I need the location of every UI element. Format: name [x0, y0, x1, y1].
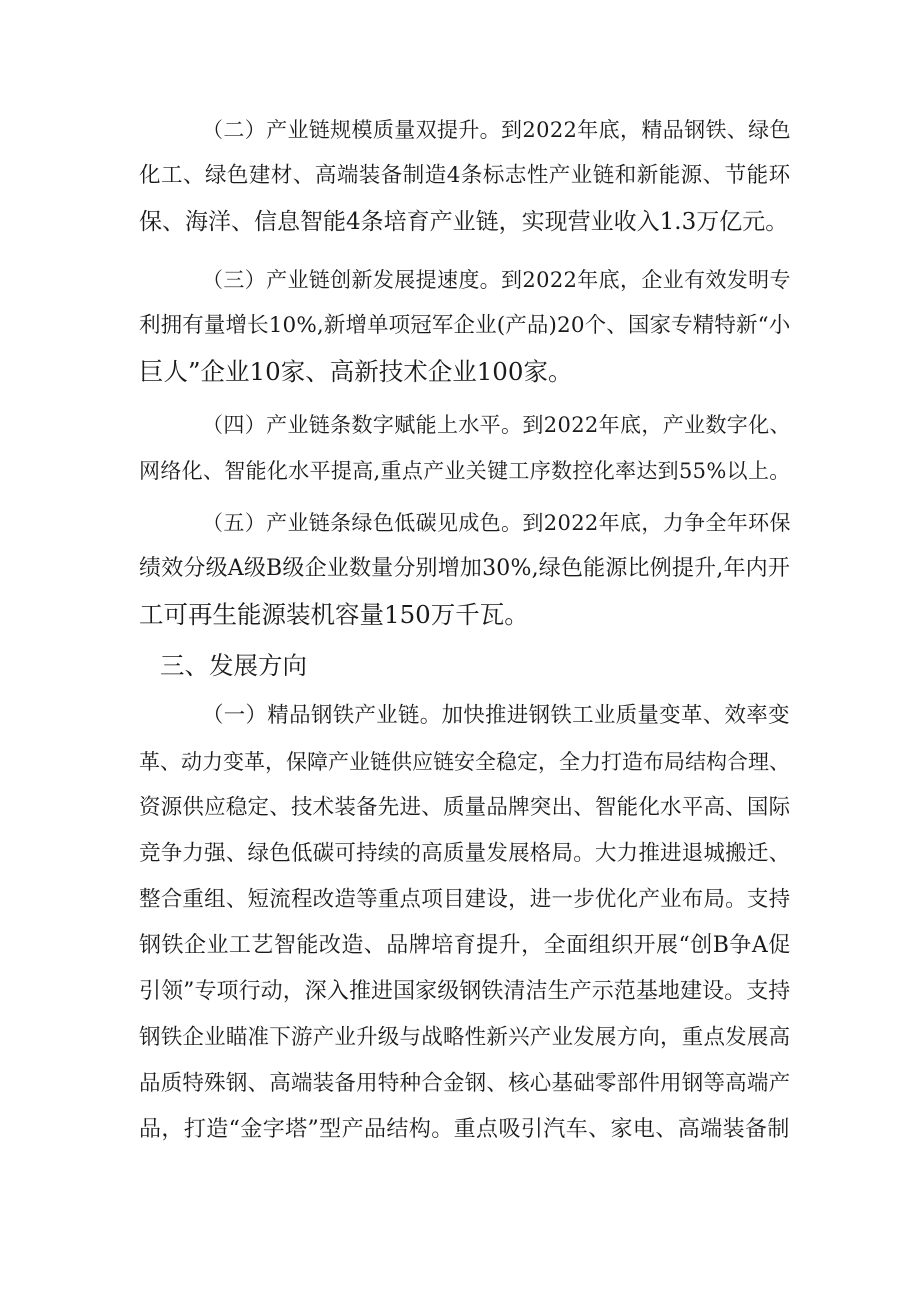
text-line-10: 绩效分级A级B级企业数量分别增加30%,绿色能源比例提升,年内开	[139, 556, 791, 581]
text-line-15: 资源供应稳定、技术装备先进、质量品牌突出、智能化水平高、国际	[139, 795, 791, 820]
paragraph-line	[0, 107, 920, 153]
paragraph-line	[0, 739, 920, 785]
text-line-4: （三）产业链创新发展提速度。到2022年底，企业有效发明专	[202, 268, 791, 292]
paragraph-line	[0, 257, 920, 303]
text-line-1: （二）产业链规模质量双提升。到2022年底，精品钢铁、绿色	[202, 118, 791, 142]
text-line-9: （五）产业链条绿色低碳见成色。到2022年底，力争全年环保	[202, 511, 791, 535]
text-line-7: （四）产业链条数字赋能上水平。到2022年底，产业数字化、	[202, 413, 791, 437]
paragraph-line	[0, 448, 920, 494]
paragraph-line	[0, 1107, 920, 1153]
paragraph-line	[0, 785, 920, 831]
text-line-14: 革、动力变革，保障产业链供应链安全稳定，全力打造布局结构合理、	[139, 750, 790, 774]
paragraph-line	[0, 546, 920, 592]
text-line-21: 品质特殊钢、高端装备用特种合金钢、核心基础零部件用钢等高端产	[139, 1071, 791, 1096]
text-line-11: 工可再生能源装机容量150万千瓦。	[139, 600, 529, 629]
paragraph-line	[0, 969, 920, 1015]
text-line-19: 引领”专项行动，深入推进国家级钢铁清洁生产示范基地建设。支持	[139, 979, 791, 1004]
text-line-16: 竞争力强、绿色低碳可持续的高质量发展格局。大力推进退城搬迁、	[139, 841, 791, 866]
section-heading-text: 三、发展方向	[160, 651, 307, 680]
paragraph-line	[0, 923, 920, 969]
paragraph-line	[0, 199, 920, 245]
paragraph-line	[0, 831, 920, 877]
paragraph-line	[0, 877, 920, 923]
text-line-20: 钢铁企业瞄准下游产业升级与战略性新兴产业发展方向，重点发展高	[139, 1025, 791, 1050]
paragraph-line	[0, 303, 920, 349]
text-line-22: 品，打造“金字塔”型产品结构。重点吸引汽车、家电、高端装备制	[139, 1117, 790, 1142]
paragraph-line	[0, 1061, 920, 1107]
paragraph-line	[0, 592, 920, 638]
text-line-18: 钢铁企业工艺智能改造、品牌培育提升，全面组织开展“创B争A促	[139, 933, 791, 958]
paragraph-line	[0, 693, 920, 739]
text-line-17: 整合重组、短流程改造等重点项目建设，进一步优化产业布局。支持	[139, 887, 791, 912]
text-line-5: 利拥有量增长10%,新增单项冠军企业(产品)20个、国家专精特新“小	[139, 313, 791, 338]
text-line-8: 网络化、智能化水平提高,重点产业关键工序数控化率达到55%以上。	[139, 459, 791, 483]
paragraph-line	[0, 1015, 920, 1061]
text-line-13: （一）精品钢铁产业链。加快推进钢铁工业质量变革、效率变	[202, 703, 790, 728]
paragraph-line	[0, 402, 920, 448]
section-heading	[0, 643, 920, 689]
text-line-2: 化工、绿色建材、高端装备制造4条标志性产业链和新能源、节能环	[139, 163, 791, 188]
paragraph-line	[0, 153, 920, 199]
text-line-3: 保、海洋、信息智能4条培育产业链，实现营业收入1.3万亿元。	[139, 209, 789, 235]
paragraph-line	[0, 500, 920, 546]
text-line-6: 巨人”企业10家、高新技术企业100家。	[139, 357, 573, 386]
paragraph-line	[0, 349, 920, 395]
